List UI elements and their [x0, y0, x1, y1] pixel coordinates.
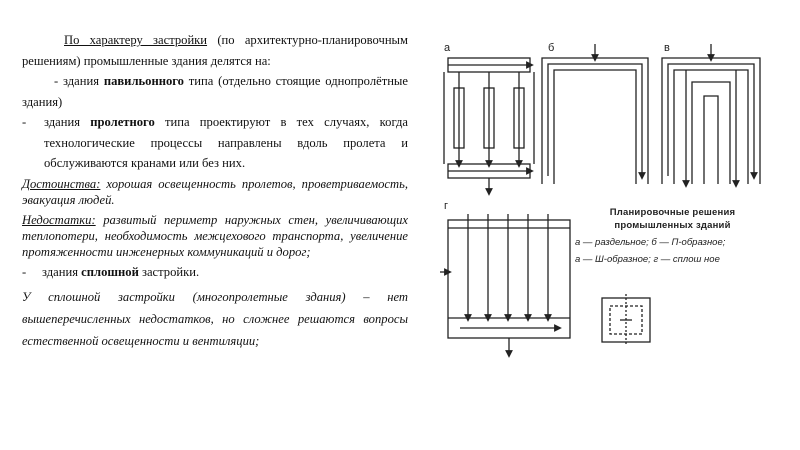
caption-line-1: а — раздельное; б — П-образное;	[575, 237, 726, 248]
diagram-v	[662, 44, 760, 184]
final-paragraph: У сплошной застройки (многопролетные здания) – нет вышеперечисленных недостатков, но сложнее решаются вопросы естественной освещенности и вентиляции;	[22, 290, 408, 348]
item-dash: -	[22, 264, 27, 279]
caption-line-2: а — Ш-образное; г — сплош ное	[575, 254, 720, 265]
intro-paragraph	[22, 30, 408, 71]
heading-rest: (по архитектурно-планировочным решениям) промышленные здания делятся на:	[22, 33, 408, 68]
advantages-label: Достоинства:	[22, 176, 101, 191]
label-v: в	[664, 42, 670, 54]
label-a: а	[444, 42, 451, 54]
item-dash: -	[54, 74, 59, 88]
figure-caption	[575, 206, 770, 266]
advantages-paragraph: Достоинства: хорошая освещенность пролетов, проветриваемость, эвакуация людей.	[22, 176, 408, 207]
item-dash: -	[22, 115, 27, 129]
diagram-b	[542, 44, 648, 184]
disadvantages-paragraph: Недостатки: развитый периметр наружных стен, увеличивающих теплопотери, необходимость межцехового транспорта, увеличение протяженности инженерных коммуникаций и дорог;	[22, 212, 408, 259]
diagram-a	[444, 58, 534, 192]
item-pavilion: - здания павильонного типа (отдельно стоящие однопролётные здания)	[22, 74, 408, 109]
item-solid: - здания сплошной застройки.	[22, 262, 408, 283]
item-span: - здания пролетного типа проектируют в тех случаях, когда технологические процессы направлены вдоль пролета и обслуживаются кранами или без них.	[22, 112, 408, 174]
caption-title: Планировочные решения промышленных зданий	[609, 207, 736, 231]
text-column	[22, 30, 408, 352]
disadvantages-label: Недостатки:	[22, 212, 96, 227]
item-bold: пролетного	[90, 115, 155, 129]
label-b: б	[548, 42, 555, 54]
label-g: г	[444, 200, 449, 212]
diagram-small-plan	[602, 294, 650, 346]
item-bold: павильонного	[103, 74, 184, 88]
planning-figure	[430, 36, 770, 426]
heading-label: По характеру застройки	[64, 33, 208, 47]
diagram-g	[440, 214, 570, 354]
item-bold: сплошной	[81, 264, 139, 279]
